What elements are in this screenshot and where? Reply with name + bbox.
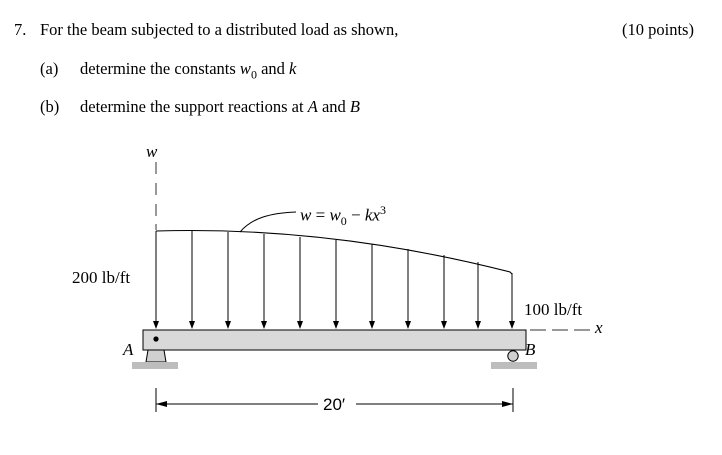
span-label: 20′ [323, 395, 346, 414]
load-curve [156, 231, 512, 274]
load-arrowhead [153, 321, 159, 329]
part-a-var-w: w [239, 59, 251, 78]
load-arrowhead [509, 321, 515, 329]
load-arrowhead [225, 321, 231, 329]
support-a-pin [153, 336, 158, 341]
support-b-ground [491, 362, 537, 369]
equation-kx: kx [364, 205, 380, 225]
x-axis-label: x [595, 318, 603, 337]
load-arrowhead [189, 321, 195, 329]
load-arrowhead [475, 321, 481, 329]
part-b-prefix: determine the support reactions at [80, 97, 308, 116]
problem-statement: For the beam subjected to a distributed load as shown, [40, 20, 399, 39]
equation-w0-sub: 0 [340, 214, 347, 229]
load-arrowhead [297, 321, 303, 329]
right-load-label: 100 lb/ft [524, 300, 583, 319]
left-load-label: 200 lb/ft [72, 268, 131, 287]
beam [143, 330, 526, 350]
support-a-block [146, 350, 166, 362]
load-arrows [153, 231, 515, 329]
part-a-label: (a) [40, 59, 59, 78]
load-arrowhead [333, 321, 339, 329]
load-arrowhead [441, 321, 447, 329]
equation-minus: − [351, 205, 361, 225]
equation-equals: = [315, 205, 326, 225]
support-b-roller [508, 351, 518, 361]
load-arrowhead [369, 321, 375, 329]
part-a-and: and [256, 59, 290, 78]
support-b-label: B [525, 340, 536, 359]
equation-leader [240, 212, 296, 232]
support-a-ground [132, 362, 178, 369]
part-b-and: and [317, 97, 350, 116]
load-equation [300, 200, 386, 231]
problem-number: 7. [14, 20, 27, 39]
part-a-var-w-sub: 0 [250, 67, 257, 82]
equation-w0: w [329, 205, 341, 225]
part-b-var-a: A [307, 97, 318, 116]
dimension-arrow-left [156, 401, 167, 407]
equation-lhs: w [300, 205, 312, 225]
part-a-prefix: determine the constants [80, 59, 240, 78]
load-arrowhead [261, 321, 267, 329]
w-axis-label: w [146, 142, 158, 161]
part-a-var-k: k [289, 59, 297, 78]
problem-points: (10 points) [622, 20, 694, 39]
part-b-label: (b) [40, 97, 60, 116]
dimension-arrow-right [502, 401, 513, 407]
part-b-var-b: B [349, 97, 360, 116]
support-a-label: A [123, 340, 134, 359]
equation-exponent: 3 [379, 203, 386, 217]
load-arrowhead [405, 321, 411, 329]
